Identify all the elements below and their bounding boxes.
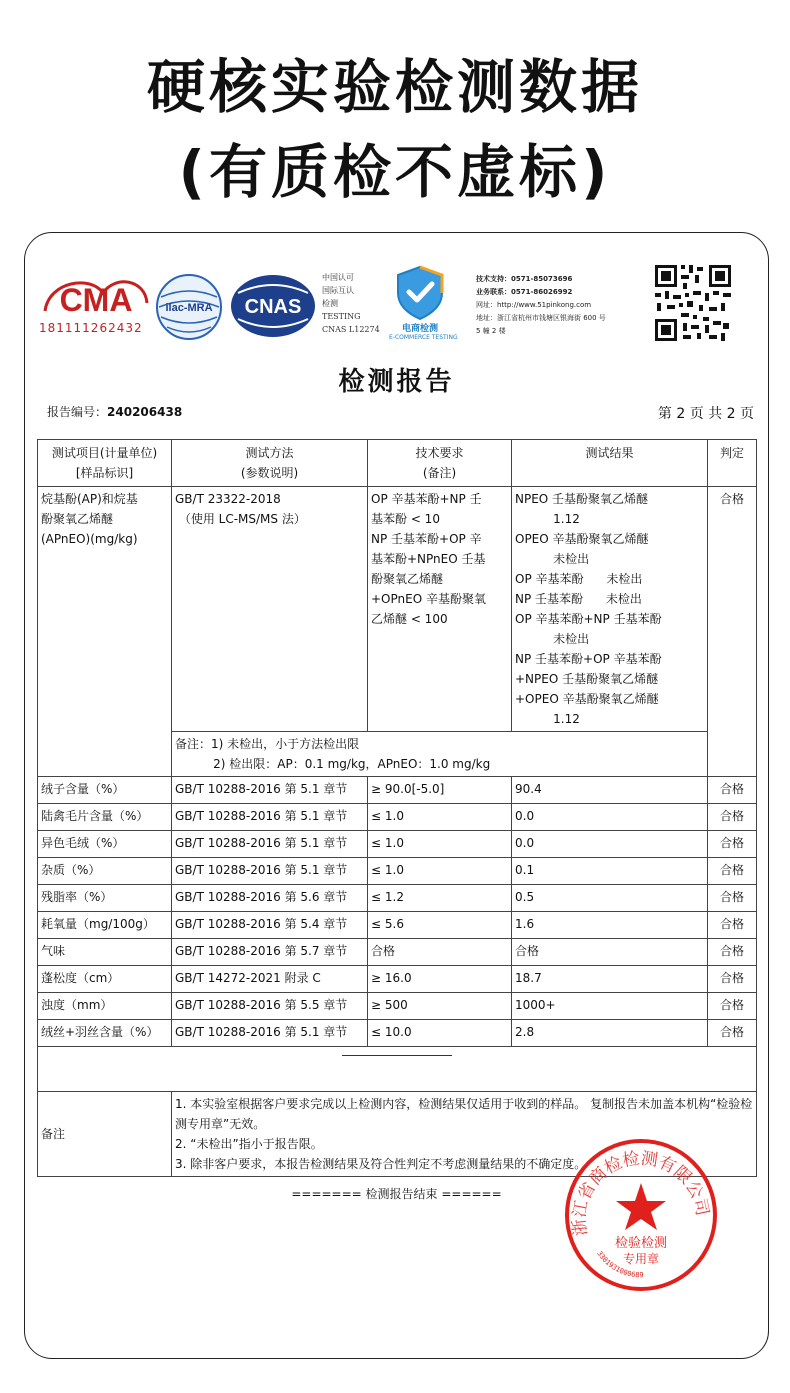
business-contact: 业务联系：0571-86026992 [476,288,573,296]
seal-center-text: 检验检测 [614,1236,668,1251]
table-row [38,993,757,1020]
ecommerce-shield-icon [390,263,450,321]
ecommerce-logo-en: E-COMMERCE TESTING [389,334,458,341]
cell-result: 0.0 [512,804,708,831]
report-end-marker: ======= 检测报告结束 ====== [291,1187,502,1201]
tech-support: 技术支持：0571-85073696 [476,275,573,283]
ilac-text: ilac-MRA [165,302,213,314]
cell-result: 1.6 [512,912,708,939]
header-requirement: 技术要求 (备注) [368,440,512,487]
table-row [38,804,757,831]
cell-verdict: 合格 [708,1020,757,1047]
cell-requirement: ≤ 1.0 [368,831,512,858]
ilac-mra-logo [155,273,223,341]
cnas-desc-line: 中国认可 [322,273,354,282]
report-card [24,232,769,1359]
cell-requirement: 合格 [368,939,512,966]
cell-method: GB/T 10288-2016 第 5.7 章节 [172,939,368,966]
cell-verdict: 合格 [708,487,757,777]
cell-item: 绒丝+羽丝含量（%） [38,1020,172,1047]
headline-subtitle: (有质检不虚标) [178,138,612,206]
table-row [38,912,757,939]
cma-logo [41,273,151,323]
cell-method: GB/T 10288-2016 第 5.6 章节 [172,885,368,912]
seal-code: 3301931000689 [595,1249,644,1280]
report-number-value: 240206438 [107,405,183,419]
test-results-table [37,439,757,1177]
cell-result: 90.4 [512,777,708,804]
cell-verdict: 合格 [708,912,757,939]
header-verdict: 判定 [708,440,757,487]
cell-requirement: OP 辛基苯酚+NP 壬 基苯酚 < 10 NP 壬基苯酚+OP 辛 基苯酚+NPnEO 壬基 酚聚氧乙烯醚 +OPnEO 辛基酚聚氧 乙烯醚 < 100 [368,487,512,732]
cma-number: 181111262432 [39,321,143,335]
header-method: 测试方法 (参数说明) [172,440,368,487]
cell-item: 绒子含量（%） [38,777,172,804]
cell-item: 烷基酚(AP)和烷基 酚聚氧乙烯醚 (APnEO)(mg/kg) [38,487,172,777]
cell-verdict: 合格 [708,831,757,858]
cell-verdict: 合格 [708,939,757,966]
cell-result: 合格 [512,939,708,966]
table-row [38,777,757,804]
report-title: 检测报告 [338,367,455,397]
cell-method: GB/T 10288-2016 第 5.1 章节 [172,858,368,885]
qr-code-icon [653,263,733,343]
cell-item: 杂质（%） [38,858,172,885]
cnas-desc-line: CNAS L12274 [322,325,380,334]
website: 网址：http://www.51pinkong.com [476,301,592,309]
cma-text: CMA [59,282,133,318]
cell-method: GB/T 10288-2016 第 5.5 章节 [172,993,368,1020]
cell-item: 气味 [38,939,172,966]
headline-title: 硬核实验检测数据 [146,53,643,121]
cell-verdict: 合格 [708,966,757,993]
cell-method: GB/T 23322-2018 （使用 LC-MS/MS 法） [172,487,368,732]
table-row [38,966,757,993]
remark-item: 2. “未检出”指小于报告限。 [175,1137,323,1151]
cell-result: 1000+ [512,993,708,1020]
cell-item: 残脂率（%） [38,885,172,912]
header-result: 测试结果 [512,440,708,487]
cell-item: 异色毛绒（%） [38,831,172,858]
table-row [38,939,757,966]
cell-method: GB/T 10288-2016 第 5.1 章节 [172,1020,368,1047]
seal-arc-text: 浙江省商检检测有限公司 [569,1148,713,1237]
official-seal-icon [561,1135,721,1295]
cell-result: 0.1 [512,858,708,885]
page-indicator: 第 2 页 共 2 页 [657,406,754,422]
cnas-desc-line: TESTING [322,312,361,321]
cell-requirement: ≤ 1.0 [368,804,512,831]
cell-verdict: 合格 [708,993,757,1020]
table-row [38,858,757,885]
cell-requirement: ≥ 16.0 [368,966,512,993]
cell-item: 耗氧量（mg/100g） [38,912,172,939]
address-line: 5 幢 2 楼 [476,327,506,335]
ecommerce-logo-cn: 电商检测 [402,324,439,334]
report-number [47,403,182,420]
cell-requirement: ≤ 10.0 [368,1020,512,1047]
remark-item: 1. 本实验室根据客户要求完成以上检测内容，检测结果仅适用于收到的样品。 复制报告未加盖本机构“检验检测专用章”无效。 [175,1097,753,1131]
seal-bottom-text: 专用章 [622,1252,660,1266]
cell-method: GB/T 10288-2016 第 5.1 章节 [172,777,368,804]
cnas-description [322,271,380,336]
cell-note: 备注：1) 未检出，小于方法检出限 2) 检出限：AP：0.1 mg/kg，APnEO：1.0 mg/kg [172,732,708,777]
cell-result: 2.8 [512,1020,708,1047]
cell-result: 0.5 [512,885,708,912]
cell-requirement: ≥ 90.0[-5.0] [368,777,512,804]
cell-requirement: ≥ 500 [368,993,512,1020]
cell-requirement: ≤ 1.0 [368,858,512,885]
cell-result: 18.7 [512,966,708,993]
cell-item: 陆禽毛片含量（%） [38,804,172,831]
cell-item: 浊度（mm） [38,993,172,1020]
table-row [38,1020,757,1047]
cnas-logo [230,273,316,339]
report-number-label: 报告编号： [47,405,108,419]
cell-method: GB/T 10288-2016 第 5.4 章节 [172,912,368,939]
cell-method: GB/T 10288-2016 第 5.1 章节 [172,831,368,858]
cnas-text: CNAS [244,296,302,318]
cell-verdict: 合格 [708,777,757,804]
cnas-desc-line: 检测 [322,299,338,308]
table-row [38,487,757,732]
cell-method: GB/T 10288-2016 第 5.1 章节 [172,804,368,831]
cell-requirement: ≤ 1.2 [368,885,512,912]
table-row [38,885,757,912]
cell-requirement: ≤ 5.6 [368,912,512,939]
remarks-label: 备注 [38,1092,172,1177]
table-header-row [38,440,757,487]
divider-line [342,1055,452,1056]
cell-result: 0.0 [512,831,708,858]
cnas-desc-line: 国际互认 [322,286,354,295]
cell-verdict: 合格 [708,885,757,912]
remark-item: 3. 除非客户要求，本报告检测结果及符合性判定不考虑测量结果的不确定度。 [175,1157,587,1171]
table-blank-row [38,1047,757,1092]
cell-result: NPEO 壬基酚聚氧乙烯醚 1.12 OPEO 辛基酚聚氧乙烯醚 未检出 OP 辛基苯酚 未检出 NP 壬基苯酚 未检出 OP 辛基苯酚+NP 壬基苯酚 未检出 NP 壬基苯酚+OP 辛基苯酚 +NPEO 壬基酚聚氧乙烯醚 +OPEO 辛基酚聚氧乙烯醚 1.12 [512,487,708,732]
table-row [38,831,757,858]
header-item: 测试项目(计量单位) [样品标识] [38,440,172,487]
cell-verdict: 合格 [708,804,757,831]
contact-info [476,273,606,338]
cell-item: 蓬松度（cm） [38,966,172,993]
logo-strip [25,233,768,353]
cell-method: GB/T 14272-2021 附录 C [172,966,368,993]
address-line: 地址：浙江省杭州市钱塘区银海街 600 号 [476,314,606,322]
cell-verdict: 合格 [708,858,757,885]
